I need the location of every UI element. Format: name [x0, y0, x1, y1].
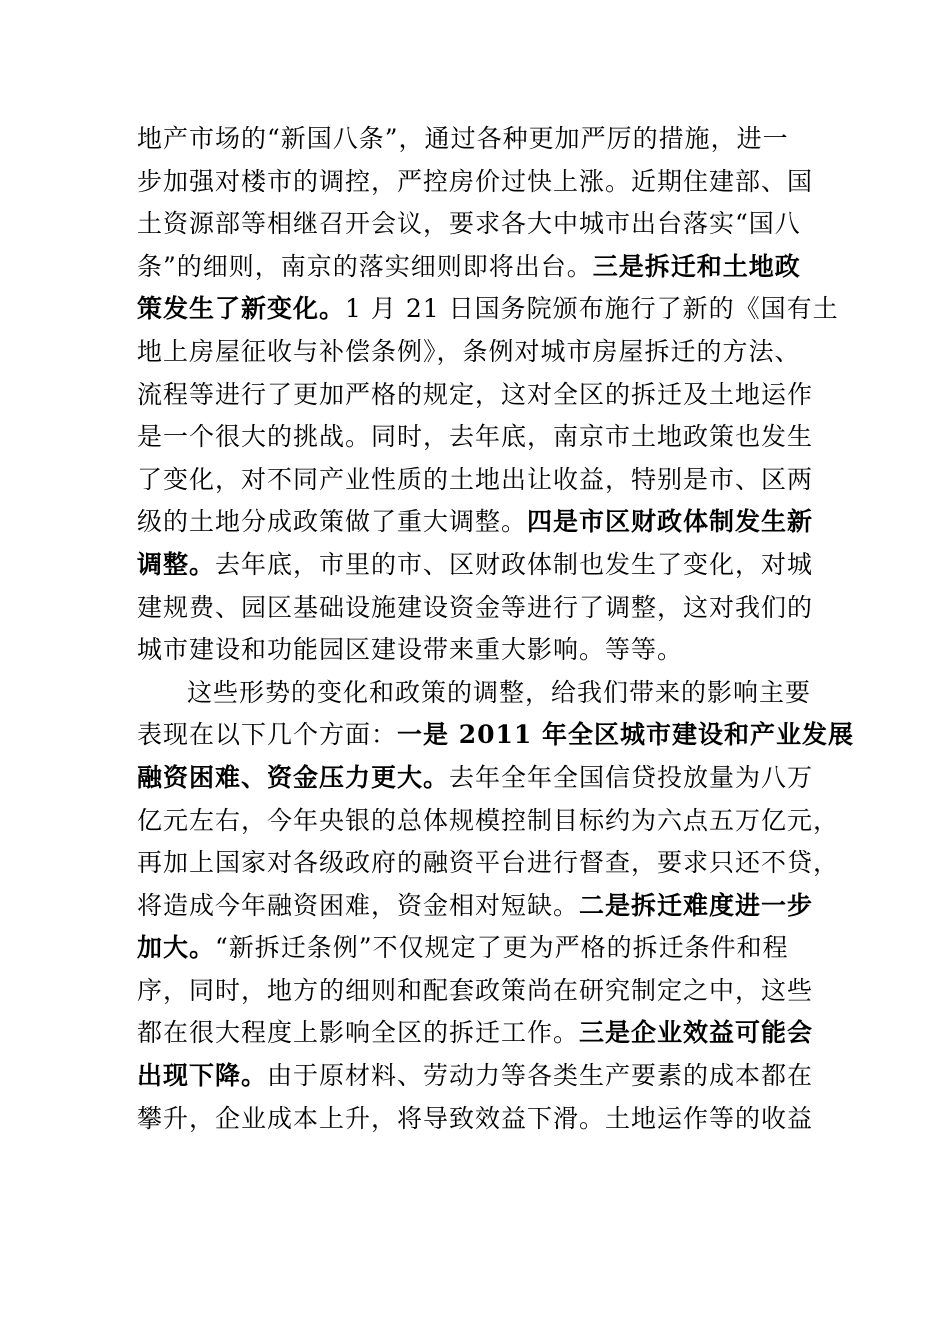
- text-line: [137, 672, 827, 715]
- text-segment: 攀升，企业成本上升，将导致效益下滑。土地运作等的收益: [137, 1103, 814, 1133]
- bold-text-segment: 加大。: [137, 933, 216, 963]
- text-segment: “新拆迁条例”不仅规定了更为严格的拆迁条件和程: [215, 933, 789, 963]
- text-segment: 1 月 21 日国务院颁布施行了新的《国有土: [345, 294, 839, 324]
- bold-text-segment: 融资困难、资金压力更大。: [137, 762, 450, 792]
- text-line: [137, 885, 827, 928]
- document-body: [137, 118, 855, 1140]
- bold-text-segment: 二是拆迁难度进一步: [579, 890, 814, 920]
- text-segment: 地上房屋征收与补偿条例》，条例对城市房屋拆迁的方法、: [137, 336, 801, 366]
- text-line: [137, 842, 840, 885]
- bold-text-segment: 一是 2011 年全区城市建设和产业发展: [397, 720, 855, 750]
- text-line: [137, 416, 827, 459]
- text-segment: 去年底，市里的市、区财政体制也发生了变化，对城: [215, 549, 814, 579]
- text-segment: 建规费、园区基础设施建设资金等进行了调整，这对我们的: [137, 592, 814, 622]
- text-line: [137, 118, 827, 161]
- text-segment: 地产市场的“新国八条”，通过各种更加严厉的措施，进一: [137, 124, 789, 153]
- text-line: [137, 629, 827, 672]
- text-line: [137, 161, 827, 204]
- text-line: [137, 927, 827, 970]
- text-segment: 去年全年全国信贷投放量为八万: [449, 762, 814, 792]
- text-line: [137, 714, 855, 757]
- text-segment: 表现在以下几个方面：: [137, 720, 398, 750]
- bold-text-segment: 三是企业效益可能会: [579, 1018, 814, 1048]
- text-segment: 是一个很大的挑战。同时，去年底，南京市土地政策也发生: [137, 422, 814, 452]
- text-line: [137, 331, 827, 374]
- text-line: [137, 757, 827, 800]
- bold-text-segment: 三是拆迁和土地政: [592, 251, 801, 281]
- text-segment: 由于原材料、劳动力等各类生产要素的成本都在: [267, 1061, 814, 1091]
- text-line: [137, 246, 827, 289]
- bold-text-segment: 调整。: [137, 549, 216, 579]
- text-segment: 级的土地分成政策做了重大调整。: [137, 507, 528, 537]
- bold-text-segment: 四是市区财政体制发生新: [527, 507, 814, 537]
- text-line: [137, 459, 827, 502]
- text-segment: 都在很大程度上影响全区的拆迁工作。: [137, 1018, 580, 1048]
- text-line: [137, 1055, 827, 1098]
- text-segment: 这些形势的变化和政策的调整，给我们带来的影响主要: [187, 677, 812, 707]
- text-line: [137, 587, 827, 630]
- bold-text-segment: 策发生了新变化。: [137, 294, 346, 324]
- text-line: [137, 1098, 827, 1141]
- text-segment: 序，同时，地方的细则和配套政策尚在研究制定之中，这些: [137, 975, 814, 1005]
- text-line: [137, 970, 827, 1013]
- bold-text-segment: 出现下降。: [137, 1061, 268, 1091]
- text-line: [137, 501, 827, 544]
- text-segment: 步加强对楼市的调控，严控房价过快上涨。近期住建部、国: [137, 166, 814, 196]
- text-segment: 土资源部等相继召开会议，要求各大中城市出台落实“国八: [137, 209, 801, 239]
- text-segment: 亿元左右，今年央银的总体规模控制目标约为六点五万亿元，: [137, 805, 840, 835]
- text-line: [137, 544, 827, 587]
- text-segment: 流程等进行了更加严格的规定，这对全区的拆迁及土地运作: [137, 379, 814, 409]
- text-line: [137, 374, 827, 417]
- text-segment: 城市建设和功能园区建设带来重大影响。等等。: [137, 635, 684, 665]
- text-segment: 将造成今年融资困难，资金相对短缺。: [137, 890, 580, 920]
- text-line: [137, 800, 840, 843]
- text-segment: 条”的细则，南京的落实细则即将出台。: [137, 251, 593, 281]
- text-line: [137, 1012, 827, 1055]
- text-line: [137, 288, 839, 331]
- text-line: [137, 203, 827, 246]
- text-segment: 了变化，对不同产业性质的土地出让收益，特别是市、区两: [137, 464, 814, 494]
- text-segment: 再加上国家对各级政府的融资平台进行督查，要求只还不贷，: [137, 848, 840, 878]
